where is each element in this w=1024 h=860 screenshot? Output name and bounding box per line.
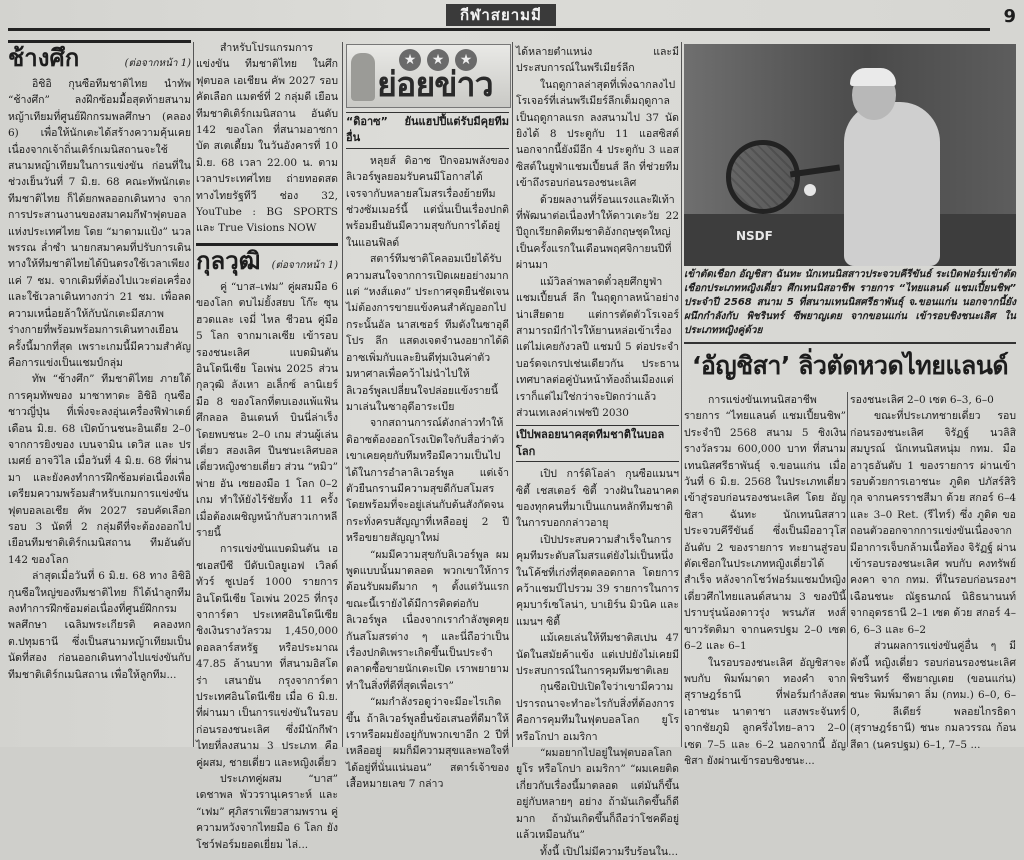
tennis-player-photo [684, 44, 1016, 266]
paragraph: ด้วยผลงานที่ร้อนแรงและฝีเท้าที่พัฒนาต่อเนื่องทำให้ดาวเตะวัย 22 ปีถูกเรียกติดทีมชาติอังกฤษชุดใหญ่เป็นครั้งแรกในเดือนพฤศจิกายนปีที่ผ่านมา [516, 193, 679, 272]
paragraph: “ผมอยากไปอยู่ในฟุตบอลโลก ยูโร หรือโกปา อเมริกา” “ผมเคยติดเกี่ยวกับเรื่องนี้มาตลอด แต่มันก็ขึ้นอยู่กับหลายๆ อย่าง ถ้ามันเกิดขึ้นก็ดีมาก ถ้ามันเกิดขึ้นก็ถือว่าโชคดีอยู่แล้วเหมือนกัน” [516, 747, 679, 842]
continued-label: (ต่อจากหน้า 1) [124, 57, 191, 69]
article-col2 [196, 40, 338, 851]
article-header [196, 243, 338, 275]
news-subheading: เปิปพลอยนาคสุดทีมชาติในบอลโลก [516, 425, 679, 462]
tennis-ball-icon [804, 184, 816, 196]
article-headline: ‘อัญชิสา’ ลิ่วตัดหวดไทยแลนด์ [684, 342, 1016, 390]
paragraph: ทั้งนี้ เปิปไม่มีความรีบร้อนใน... [540, 845, 679, 858]
article-header [8, 40, 191, 72]
logo-text: ย่อยข่าว [377, 65, 493, 105]
column-divider [193, 42, 194, 747]
masthead [0, 0, 1024, 38]
paragraph: สตาร์ทีมชาติโคลอมเบียได้รับความสนใจจากการเปิดเผยอย่างมากแต่ “หงส์แดง” ประกาศจุดยืนชัดเจนไม่ต้องการขายแข้งคนสำคัญออกไป กระนั้นอัล นาสเซอร์ ทีมดังในซาอุดี โปร ลีก แสดงเจตจำนงอยากได้ดิอาซเพิ่มกับและยินดีทุ่มเงินค่าตัวมหาศาลเพื่อคว้าไม่นำไปให้ลิเวอร์พูลเปลี่ยนใจปล่อยแข้งรายนี้มาเล่นในซาอุดีอาระเบีย [346, 253, 509, 413]
paragraph: รองชนะเลิศ 2–0 เซต 6–3, 6–0 [850, 394, 994, 406]
column-divider [681, 42, 682, 747]
paragraph: ทัพ “ช้างศึก” ทีมชาติไทย ภายใต้การคุมทัพของ มาซาทาดะ อิชิอิ กุนซือชาวญี่ปุ่น ที่เพิ่งจะลงอุ่นเครื่องฟีฟ่าเดย์ เดือน มิ.ย. 68 เปิดบ้านชนะอินเดีย 2–0 จากการยิงของ เบนจามิน เดวิส และ ปรเมศย์ อาจวิไล เมื่อวันที่ 4 มิ.ย. 68 ที่ผ่านมา และยังคงทำการฝึกซ้อมต่อเนื่องเพื่อเตรียมความพร้อมสำหรับเกมการแข่งขันฟุตบอลเอเชีย คัพ 2027 รอบคัดเลือกรอบ 3 นัดที่ 2 กลุ่มดีที่จะต้องออกไปเยือนทีมชาติเติร์กเมนิสถาน ทีมอันดับ 142 ของโลก [8, 373, 191, 566]
paragraph: กุนซือเปิปเปิดใจว่าเขามีความปรารถนาจะทำอะไรกับสิ่งที่ต้องการคือการคุมทีมในฟุตบอลโลก ยูโร หรือโกปา อเมริกา [516, 681, 679, 743]
article-heading: กุลวุฒิ [196, 246, 261, 275]
paragraph: สำหรับโปรแกรมการแข่งขัน ทีมชาติไทย ในศึกฟุตบอล เอเชียน คัพ 2027 รอบคัดเลือก แมตช์ที่ 2 กลุ่มดี เยือนทีมชาติเติร์กเมนิสถาน อันดับ 142 ของโลก ที่สนามอาชกาบัต สเตเดี้ยม ในวันอังคารที่ 10 มิ.ย. 68 เวลา 22.00 น. ตามเวลาประเทศไทย ถ่ายทอดสดทางไทยรัฐทีวี ช่อง 32, YouTube : BG SPORTS และ True Visions NOW [196, 42, 338, 235]
paragraph: คู่ “บาส–เฟม” คู่ผสมมือ 6 ของโลก ตบไม่ยั้งสยบ โก๊ะ ซุนฮวดและ เจมี่ ไหล ชีวอน คู่มือ 5 โลก จากมาเลเซีย เข้ารอบรองชนะเลิศ แบดมินตันอินโดนีเซีย โอเพ่น 2025 ส่วน กุลวุฒิ ลังเหา อเล็กซ์ ลานิเยร์ มือ 8 ของโลกที่ตบเองแพ้แฟ้นศึกลอล อินเดนท์ บินนี่ล่าเร็ง โดยพบชนะ 2–0 เกม ส่วนผู้เล่นเดี่ยว สองเลิศ ปีนชนะเลิศบอลเดี่ยวหญิงชายเดี่ยว ส่วน “หมิว” พ่าย อัน เซยองมือ 1 โลก 0–2 เกม ทำให้ยังไร้ชัยทั้ง 11 ครั้ง เมื่อต้องเผชิญหน้ากับสาวเกาหลีรายนี้ [196, 280, 338, 539]
paragraph: การแข่งขันเทนนิสอาชีพรายการ “ไทยแลนด์ แชมเปี้ยนชิพ” ประจำปี 2568 สนาม 5 ชิงเงินรางวัลรวม 600,000 บาท ที่สนามเทนนิสศรีธาพันธุ์ จ.ขอนแก่น เมื่อวันที่ 6 มิ.ย. 2568 ในประเภทเดี่ยวเข้าสู่รอบก่อนรองชนะเลิศ โดย อัญชิสา ฉันทะ นักเทนนิสสาวประจวบคีรีขันธ์ ซึ่งเป็นมืออาวุโสอันดับ 2 ของรายการ ทะยานสู่รอบตัดเชือกในประเภทหญิงเดี่ยวได้สำเร็จ หลังจากโชว์ฟอร์มแชมป์หญิงเดี่ยวศึกไทยแลนด์สนาม 3 ของปีนี้ ปราบรุ่นน้องดาวรุ่ง พรนภัส หงส์ขาวรัตติมา จากนครปฐม 2–0 เซต 6–2 และ 6–1 [684, 394, 846, 653]
star-icon: ★ [427, 49, 449, 71]
paragraph: จากสถานการณ์ดังกล่าวทำให้ดิอาซต้องออกโรงเปิดใจกับสื่อว่าตัวเขาเคยคุยกับทีมหรือมีความเป็นไปได้ในการอำลาลิเวอร์พูล แต่เจ้าตัวยืนกรานมีความสุขดีกับสโมสร โดยพร้อมที่จะอยู่เล่นกับต้นสังกัดจนกระทั่งครบสัญญาที่เหลืออยู่ 2 ปี หรือขยายสัญญาใหม่ [346, 417, 509, 545]
tennis-article-col6 [850, 392, 1016, 751]
paragraph: “ผมมีความสุขกับลิเวอร์พูล ผมพูดแบบนั้นมาตลอด พวกเขาให้การต้อนรับผมดีมาก ๆ ตั้งแต่วันแรก ขณะนี้เรายังได้มีการติดต่อกับลิเวอร์พูล เนื่องจากเรากำลังพูดคุยกันสโมสรต่าง ๆ และนี่ถือว่าเป็นเรื่องปกติเพราะเกิดขึ้นเป็นประจำตลาดซื้อขายนักเตะเปิด เราพยายามทำในสิ่งที่ดีที่สุดเพื่อเรา” [346, 548, 509, 692]
paragraph: เปิปประสบความสำเร็จในการคุมทีมระดับสโมสรแต่ยังไม่เป็นหนึ่งในโค้ชที่เก่งที่สุดตลอดกาล โดยการคว้าแชมป์ไปรวม 39 รายการในการคุมบาร์เซโลน่า, บาเยิร์น มิวนิค และแมนฯ ซิตี้ [516, 533, 679, 628]
article-chang-suek-col1 [8, 40, 191, 747]
player-cap [850, 68, 896, 86]
paragraph: ส่วนผลการแข่งขันคู่อื่น ๆ มีดังนี้ หญิงเดี่ยว รอบก่อนรองชนะเลิศ พิชรินทร์ ซีพยาญเตย (ขอนแก่น) ชนะ พิมพ์มาดา ลิ่ม (กทม.) 6–0, 6–0, ลีเดียร์ พลอยไกรธิดา (สุราษฎร์ธานี) ชนะ กมลวรรณ ก้อนสีดา (นครปฐม) 6–1, 7–5 ... [850, 640, 1016, 751]
paragraph: การแข่งขันแบดมินตัน เอชเอสบีซี บีดับเบิลยูเอฟ เวิลด์ ทัวร์ ซูเปอร์ 1000 รายการอินโดนีเซีย โอเพ่น 2025 ที่กรุงจาการ์ตา ประเทศอินโดนีเซีย ชิงเงินรางวัลรวม 1,450,000 ดอลลาร์สหรัฐ หรือประมาณ 47.85 ล้านบาท ที่สนามอิสโตร่า เสนายัน กรุงจาการ์ตา ประเทศอินโดนีเซีย เมื่อ 6 มิ.ย. ที่ผ่านมา เป็นการแข่งขันในรอบก่อนรองชนะเลิศ ซึ่งมีนักกีฬาไทยที่ลงสนาม 3 ประเภท คือคู่ผสม, ชายเดี่ยว และหญิงเดี่ยว [196, 543, 338, 769]
paragraph: ได้หลายตำแหน่ง และมีประสบการณ์ในพรีเมียร์ลีก [516, 46, 679, 75]
paragraph: เปิป การ์ดิโอล่า กุนซือแมนฯ ซิตี้ เชสเตอร์ ซิตี้ วางฝันในอนาคตของทุกคนที่มาเป็นแกนหลักทีมชาติในการบอกกล่าวอายุ [516, 468, 679, 530]
article-heading: ช้างศึก [8, 44, 80, 72]
paragraph: ประเภทคู่ผสม “บาส” เดชาพล พัววรานุเคราะห์ และ “เฟม” ศุภิสราเพียวสามพราน คู่ความหวังจากไทยมือ 6 โลก ยังโชว์ฟอร์มยอดเยี่ยม ไล่... [196, 773, 338, 851]
reporter-photo [351, 53, 375, 101]
news-brief-col3 [346, 44, 509, 791]
paragraph: ขณะที่ประเภทชายเดี่ยว รอบก่อนรองชนะเลิศ จิรัฏฐ์ นวลิสิสมบูรณ์ นักเทนนิสหนุ่ม กทม. มืออาวุธอันดับ 1 ของรายการ ผ่านเข้ารอบด้วยการเอาชนะ ภูดิต ปภัสร์สิริกุล จากนครราชสีมา ด้วย สกอร์ 6–4 และ 3–0 Ret. (รีไทร์) ซึ่ง ภูดิต ขอถอนตัวออกจากการแข่งขันเนื่องจากมีอาการเจ็บกล้ามเนื้อท้อง จิรัฏฐ์ ผ่านเข้ารอบรองชนะเลิศ พบกับ คงทรัพย์ คงคา จาก กทม. ที่ในรอบก่อนรองฯ เฉือนชนะ ณัฐธนภณ์ นิธิธนานนท์ จากอุดรธานี 2–1 เซต ด้วย สกอร์ 4–6, 6–3 และ 6–2 [850, 410, 1016, 636]
section-title: กีฬาสยามมี [446, 4, 556, 26]
paragraph: อิชิอิ กุนซือทีมชาติไทย นำทัพ “ช้างศึก” ลงฝึกซ้อมมื้อสุดท้ายสนามหญ้าเทียมที่ศูนย์ฝึกกรมพลศึกษา (คลอง 6) เพื่อให้นักเตะได้สร้างความคุ้นเคย เนื่องจากเจ้าถิ่นเติร์กเมนิสถานจะใช้สนามหญ้าเทียมในการแข่งขัน ก่อนที่ในช่วงเย็นวันที่ 7 มิ.ย. 68 คณะทัพนักเตะทีมชาติไทย ก็ได้ยกพลออกเดินทาง จากการประสานงานของสมาคมกีฬาฟุตบอลแห่งประเทศไทย โดย “มาดามแป้ง” นวลพรรณ ล่ำซำ นายกสมาคมที่ปรับการเดินทางให้ทีมชาติไทยได้บินตรงใช้เวลาเพียงแค่ 7 ชม. จากเดิมที่ต้องไปแวะต่อเครื่องและใช้เวลาเดินทางกว่า 21 ชม. เพื่อลดความเหนื่อยล้าให้กับนักเตะมีสภาพร่างกายที่พร้อมพร้อมการเดินทางเยือนครั้งนี้มากที่สุด เพราะเกมนี้มีความสำคัญคือการแข่งเป็นแชมป์กลุ่ม [8, 78, 191, 369]
paragraph: ล่าสุดเมื่อวันที่ 6 มิ.ย. 68 ทาง อิชิอิ กุนซือใหญ่ของทีมชาติไทย ก็ได้นำลูกทีมลงทำการฝึกซ้อมต่อเนื่องที่ศูนย์ฝึกกรมพลศึกษา เฉลิมพระเกียรติ คลองหก ต.ปทุมธานี ซึ่งเป็นสนามหญ้าเทียมเป็นนัดที่สอง ก่อนออกเดินทางไปแข่งขันกับทีมชาติเติร์กเมนิสถาน เพื่อให้ลูกทีม... [8, 570, 191, 681]
page-number: 9 [1003, 6, 1016, 27]
photo-caption: เข้าตัดเชือก อัญชิสา ฉันทะ นักเทนนิสสาวประจวบคีรีขันธ์ ระเบิดฟอร์มเข้าตัดเชือกประเภทหญิงเดี่ยว ศึกเทนนิสอาชีพ รายการ “ไทยแลนด์ แชมเปี้ยนชิพ” ประจำปี 2568 สนาม 5 ที่สนามเทนนิสศรีธาพันธุ์ จ.ขอนแก่น นอกจากนี้ยังผนึกกำลังกับ พิชรินทร์ ซีพยาญเตย จากขอนแก่น เข้ารอบชิงชนะเลิศ ในประเภทหญิงคู่ด้วย [684, 269, 1016, 336]
tennis-article-col5 [684, 392, 846, 767]
column-divider [342, 42, 343, 747]
column-divider [847, 392, 848, 747]
column-divider [512, 42, 513, 747]
continued-label: (ต่อจากหน้า 1) [271, 260, 338, 272]
news-brief-col4 [516, 44, 679, 858]
player-figure [844, 102, 940, 266]
paragraph: “ผมกำลังรอดูว่าจะมีอะไรเกิดขึ้น ถ้าลิเวอร์พูลยื่นข้อเสนอที่ดีมาให้เราหรือผมยังอยู่กับพวกเขาอีก 2 ปีที่เหลืออยู่ ผมก็มีความสุขและพอใจที่ได้อยู่ที่นั่นแน่นอน” สตาร์เจ้าของเสื้อหมายเลข 7 กล่าว [346, 696, 509, 791]
masthead-rule [8, 28, 990, 31]
news-brief-logo [346, 44, 511, 108]
star-icon: ★ [399, 49, 421, 71]
paragraph: แม้เคยเล่นให้ทีมชาติสเปน 47 นัดในสมัยค้าแข้ง แต่เปปยังไม่เคยมีประสบการณ์ในการคุมทีมชาติเลย [516, 632, 679, 678]
sponsor-logo: NSDF [736, 229, 773, 243]
tennis-racket-icon [726, 140, 800, 214]
paragraph: แม้วิลล่าพลาดตั๋วลุยศึกยูฟ่าแชมเปี้ยนส์ ลีก ในฤดูกาลหน้าอย่างน่าเสียดาย แต่การตัดตัวโรเจอร์สามารถมีกำไรให้ยานหล่อเข้าเรื่องแต่ไม่เคยกังวลปี แชมป์ 5 ต่อประจำบอร์ดจเกรปเช่นเดียวกัน ประธานเทศบาลต่อคู่บันหน้าท้องถิ่นเมืองแต่เราก็แต่ไม่ใช่กว่าจะปิดกว่าแล้ว ส่วนเทเลงค่าเฟซปี 2030 [516, 275, 679, 419]
star-icon: ★ [455, 49, 477, 71]
paragraph: หลุยส์ ดิอาซ ปีกจอมพลังของลิเวอร์พูลยอมรับคนมีโอกาสได้เจรจากับหลายสโมสรเรื่องย้ายทีมช่วงซัมเมอร์นี้ แต่นั่นเป็นเรื่องปกติ พร้อมยืนยันมีความสุขกับการได้อยู่ในแอนฟิลด์ [346, 154, 509, 249]
paragraph: ในรอบรองชนะเลิศ อัญชิสาจะพบกับ พิมพ์มาดา ทองคำ จากสุราษฎร์ธานี ที่ฟอร์มกำลังสด เอาชนะ นาตาชา แสงพระจันทร์ จากชัยภูมิ ลูกครึ่งไทย–ลาว 2–0 เซต 7–5 และ 6–2 นอกจากนี้ อัญชิสา ยังผ่านเข้ารอบชิงชนะ... [684, 656, 846, 767]
news-subheading: “ดิอาซ” ยันแฮปปี้แต่รับมีคุยทีมอื่น [346, 112, 509, 149]
paragraph: ในฤดูกาลล่าสุดที่เพิ่งฉากลงไป โรเจอร์ที่เล่นพรีเมียร์ลีกเต็มฤดูกาลเป็นฤดูกาลแรก ลงสนามไป 37 นัด ยิงได้ 8 ประตูกับ 11 แอสซิสต์ นอกจากนี้ยังมีอีก 4 ประตูกับ 3 แอสซิสต์ในยูฟ่าแชมเปี้ยนส์ ลีก ที่ช่วยทีมเข้าถึงรอบก่อนรองชนะเลิศ [516, 78, 679, 190]
